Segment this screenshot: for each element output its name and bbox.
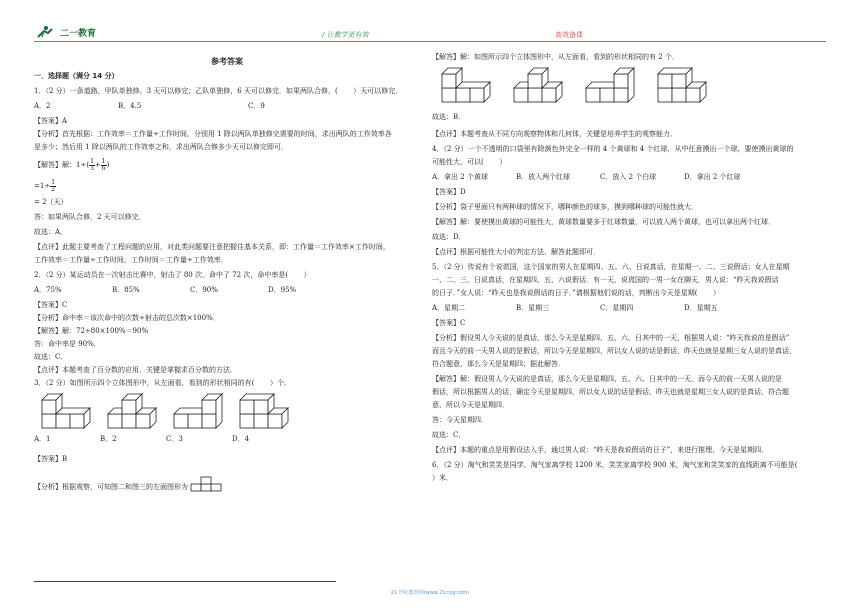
cube-figure-1	[40, 392, 92, 430]
q3-figures-repeat	[438, 66, 826, 104]
question-4-cont: 可能性大，可以( ）	[432, 158, 507, 166]
q2-selection: 故选：C．	[34, 353, 68, 361]
q2-options	[34, 285, 420, 295]
question-2: 2．（2 分）某运动员在一次射击比赛中，射击了 80 次，命中了 72 次，命中率是( ）	[34, 271, 311, 279]
runner-logo-icon	[34, 25, 56, 39]
cube-figure-repeat-3	[582, 66, 638, 104]
q5-options	[432, 303, 826, 313]
q4-selection: 故选：D．	[432, 233, 466, 241]
q2-option-d: D．95%	[268, 286, 297, 294]
page-footer: 21 世纪教育网(www.21cnjy.com)	[390, 590, 470, 596]
q4-option-c: C．放入 2 个白球	[600, 173, 657, 181]
q2-option-b: B．85%	[112, 286, 140, 294]
q5-analysis-3: 符合题意，那么今天是星期四；据此解答．	[432, 360, 565, 368]
q5-solution-1: 【解答】解：假设男人今天说的是真话，那么今天是星期四、五、六、日其中的一天，而今天的前一天男人说的是	[432, 375, 782, 383]
q4-option-b: B．放入两个红球	[516, 173, 571, 181]
q3-solution: 【解答】解：如图所示四个立体图形中，从左面看，看到的形状相同的有 2 个．	[432, 53, 679, 61]
question-3: 3．（2 分）如图所示四个立体图形中，从左面看，看到的形状相同的有( ）个．	[34, 379, 291, 387]
page-title: 参考答案	[211, 56, 243, 66]
header-divider	[34, 41, 826, 42]
q1-analysis-2: 是多少；然后用 1 除以两队的工作效率之和，求出两队合修多少天可以修完即可．	[34, 143, 288, 151]
fraction-one-sixth: $\frac{1}{6}$	[101, 157, 106, 172]
q5-option-a: A．星期二	[432, 304, 466, 312]
q1-solution-2	[34, 178, 420, 194]
q2-analysis: 【分析】命中率＝该次命中的次数÷射击的总次数×100%．	[34, 314, 220, 322]
q4-answer: 【答案】D	[432, 188, 466, 196]
fraction-one-third: $\frac{1}{3}$	[90, 157, 94, 172]
q4-analysis: 【分析】袋子里面只有两种球的情况下，哪种颜色的球多，摸到哪种球的可能性就大．	[432, 203, 698, 211]
question-5-line-2: 一、二、三、日说真话，在星期四、五、六说假话．有一天，说谎国的一男一女在聊天．男人说：“昨天我说假话	[432, 276, 779, 284]
cube-figure-3	[172, 392, 224, 430]
question-5-line-1: 5．（2 分）传说有个说谎国，这个国家的男人在星期四、五、六、日说真话，在星期一、二、三说假话；女人在星期	[432, 263, 790, 271]
q4-solution: 【解答】解：要使摸出黄球的可能性大，黄球数量要多于红球数量，可以放入两个黄球，也可以拿出两个红球．	[432, 218, 775, 226]
q2-option-c: C．90%	[190, 286, 218, 294]
q1-solution-4: 答：如果两队合修，2 天可以修完．	[34, 213, 146, 221]
q1-review-1: 【点评】此题主要考查了工程问题的应用，对此类问题要注意把握住基本关系，即：工作量＝工作效率×工作时间，	[34, 243, 390, 251]
q3-analysis	[34, 476, 420, 492]
q5-answer: 【答案】C	[432, 319, 466, 327]
cube-figure-4	[238, 392, 290, 430]
left-view-shape	[190, 476, 222, 492]
q1-answer: 【答案】A	[34, 117, 68, 125]
q5-review: 【点评】本题的重点是用假设法入手，通过男人说：“昨天是我说假话的日子”，来进行推理，今天是星期四．	[432, 446, 769, 454]
q2-solution: 【解答】解：72÷80×100%＝90%	[34, 327, 149, 335]
q3-review: 【点评】本题考查从不同方向观察物体和几何体，关键是培养学生的观察能力．	[432, 130, 677, 138]
q5-analysis-1: 【分析】假设男人今天说的是真话，那么今天是星期四、五、六、日其中的一天，根据男人说：“昨天我说的是假话”	[432, 334, 790, 342]
q3-answer: 【答案】B	[34, 455, 68, 463]
q1-solution-b: +	[94, 161, 101, 169]
cube-figure-repeat-1	[438, 66, 494, 104]
header-slogan: / 让教学更有效	[322, 31, 369, 39]
left-column	[34, 52, 420, 492]
q1-analysis-1: 【分析】首先根据：工作效率＝工作量÷工作时间，分别用 1 除以两队单独修完需要的时间，求出两队的工作效率各	[34, 130, 392, 138]
q4-option-d: D．拿出 2 个红球	[684, 173, 741, 181]
q3-option-b: B．2	[100, 435, 117, 443]
footnote-divider	[34, 581, 336, 582]
q5-solution-4: 答：今天星期四．	[432, 416, 488, 424]
right-column	[432, 52, 826, 483]
cube-figure-repeat-2	[510, 66, 566, 104]
q3-analysis-text: 【分析】根据观察，可知图二和图三的左面图形为	[34, 483, 188, 491]
q4-review: 【点评】根据可能性大小的判定方法，解答此题即可．	[432, 248, 600, 256]
section-heading: 一．选择题（满分 14 分）	[34, 72, 119, 80]
q3-option-d: D．4	[232, 435, 250, 443]
q5-selection: 故选：C．	[432, 431, 466, 439]
q5-analysis-2: 而且今天的前一天男人说的是假话，所以今天是星期四，所以女人说的话是假话，昨天也就是星期三女人说的是真话，	[432, 347, 796, 355]
fraction-one-half: $\frac{1}{2}$	[51, 178, 56, 193]
q3-selection: 故选：B．	[432, 113, 466, 121]
q3-figures	[40, 392, 420, 430]
q1-solution	[34, 157, 420, 173]
brand-logo	[34, 25, 96, 39]
q5-option-b: B．星期三	[516, 304, 550, 312]
q2-review: 【点评】本题考查了百分数的应用，关键是掌握求百分数的方法．	[34, 366, 237, 374]
q1-solution-c: )	[106, 161, 110, 169]
q1-option-b: B．4.5	[118, 102, 142, 110]
q1-solution-2a: =1÷	[34, 182, 51, 190]
logo-text: 二一教育	[60, 28, 97, 39]
q1-solution-a: 【解答】解：1÷(	[34, 161, 90, 169]
q5-solution-2: 假话，所以根据男人的话，确定今天是星期四，所以女人说的话是假话，昨天也就是星期三女人说的是真话，符合题	[432, 388, 789, 396]
q5-option-c: C．星期四	[600, 304, 634, 312]
question-4: 4．（2 分）一个不透明的口袋里有除颜色外完全一样的 4 个黄球和 4 个红球，从中任意摸出一个球，要使摸出黄球的	[432, 145, 794, 153]
q1-option-c: C．9	[248, 102, 265, 110]
question-6-line-1: 6．（2 分）淘气和笑笑是同学，淘气家离学校 1200 米，笑笑家离学校 900 米，淘气家和笑笑家的直线距离不可能是(	[432, 461, 798, 469]
q1-review-2: 工作效率＝工作量÷工作时间，工作时间＝工作量÷工作效率．	[34, 256, 228, 264]
q5-option-d: D．星期五	[684, 304, 718, 312]
q5-solution-3: 意，所以今天是星期四．	[432, 401, 509, 409]
cube-figure-2	[106, 392, 158, 430]
q3-option-a: A．1	[34, 435, 51, 443]
q2-solution-2: 答：命中率是 90%．	[34, 340, 101, 348]
header-highlight: 高效备课	[555, 31, 583, 39]
question-1: 1．（2 分）一条道路，甲队单独修，3 天可以修完；乙队单独修，6 天可以修完．如果两队合修，( ）天可以修完．	[34, 87, 403, 95]
page-header	[0, 0, 860, 42]
q3-options	[34, 434, 420, 444]
question-6-line-2: ）米．	[432, 474, 453, 482]
q4-option-a: A．拿出 2 个黄球	[432, 173, 488, 181]
question-5-line-3: 的日子．”女人说：“昨天也是我说假话的日子．”请根据他们说的话，判断出今天是星期( ）	[432, 289, 721, 297]
q1-option-a: A．2	[34, 102, 51, 110]
q1-solution-3: = 2（天）	[34, 198, 68, 206]
q2-option-a: A．75%	[34, 286, 62, 294]
q3-option-c: C．3	[166, 435, 183, 443]
q1-selection: 故选：A．	[34, 228, 68, 236]
q1-options	[34, 101, 420, 111]
cube-figure-repeat-4	[654, 66, 710, 104]
q2-answer: 【答案】C	[34, 301, 68, 309]
q4-options	[432, 172, 826, 182]
